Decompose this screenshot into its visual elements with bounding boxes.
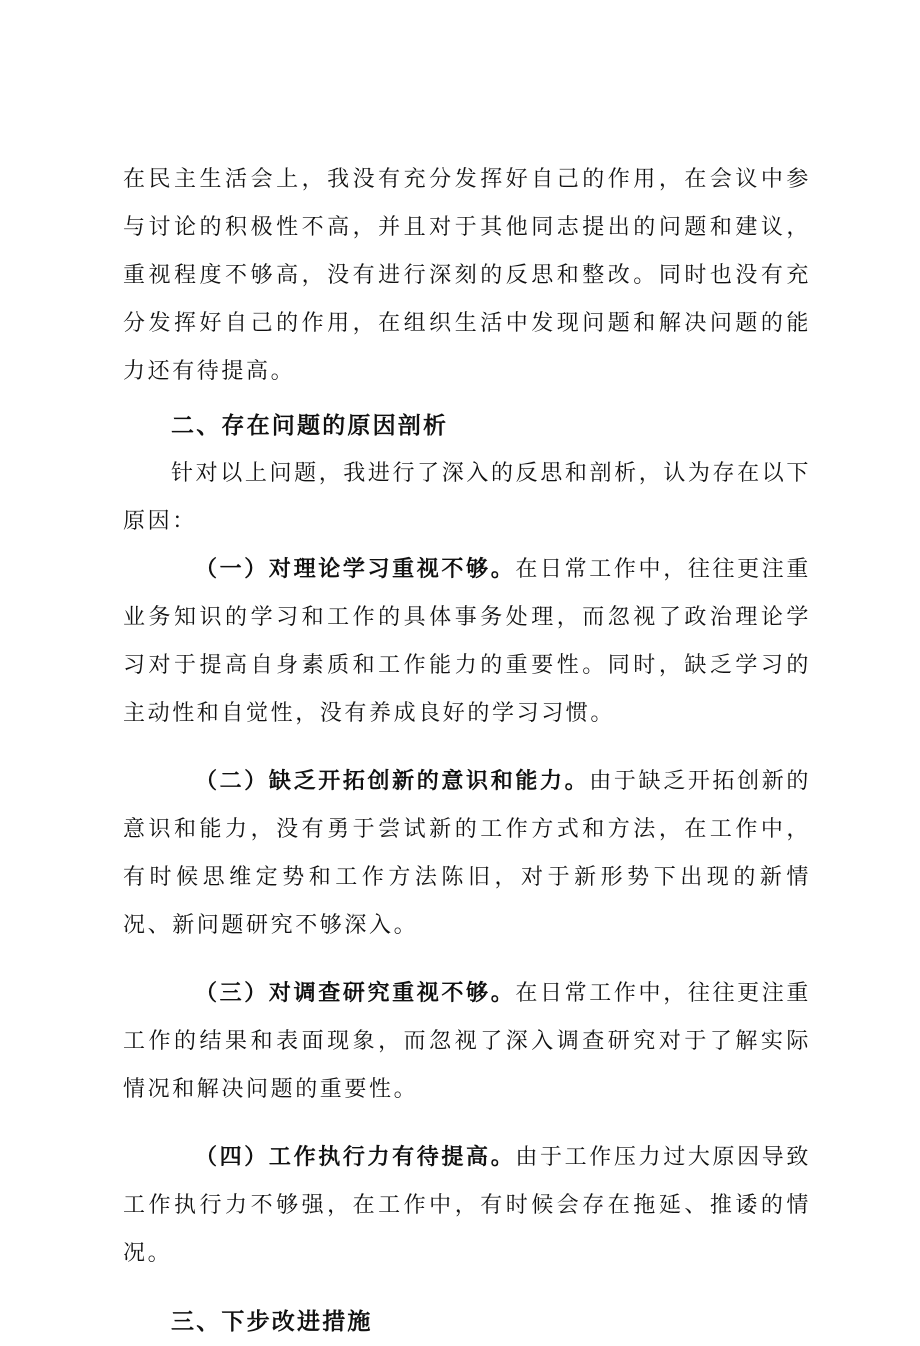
section-3-heading: 三、下步改进措施 [171, 1309, 373, 1335]
item-4-lead: （四）工作执行力有待提高。 [195, 1145, 516, 1170]
item-1-paragraph [123, 546, 811, 738]
item-3-paragraph [123, 970, 811, 1114]
item-1-text: 在日常工作中，往往更注重业务知识的学习和工作的具体事务处理，而忽视了政治理论学习对于提高自身素质和工作能力的重要性。同时，缺乏学习的主动性和自觉性，没有养成良好的学习习惯。 [123, 557, 811, 726]
item-2-lead: （二）缺乏开拓创新的意识和能力。 [195, 769, 590, 794]
item-3-text: 在日常工作中，往往更注重工作的结果和表面现象，而忽视了深入调查研究对于了解实际情况和解决问题的重要性。 [123, 981, 811, 1102]
item-1-lead: （一）对理论学习重视不够。 [195, 557, 516, 582]
section-2-heading: 二、存在问题的原因剖析 [171, 413, 449, 439]
item-2-paragraph [123, 758, 811, 950]
item-3-lead: （三）对调查研究重视不够。 [195, 981, 516, 1006]
document-body [123, 156, 811, 1346]
item-2-text: 由于缺乏开拓创新的意识和能力，没有勇于尝试新的工作方式和方法，在工作中，有时候思维定势和工作方法陈旧，对于新形势下出现的新情况、新问题研究不够深入。 [123, 769, 811, 938]
item-4-paragraph [123, 1134, 811, 1278]
intro-paragraph: 在民主生活会上，我没有充分发挥好自己的作用，在会议中参与讨论的积极性不高，并且对于其他同志提出的问题和建议，重视程度不够高，没有进行深刻的反思和整改。同时也没有充分发挥好自己的作用，在组织生活中发现问题和解决问题的能力还有待提高。 [123, 167, 811, 384]
section-2-intro: 针对以上问题，我进行了深入的反思和剖析，认为存在以下原因： [123, 461, 811, 534]
item-4-text: 由于工作压力过大原因导致工作执行力不够强，在工作中，有时候会存在拖延、推诿的情况。 [123, 1145, 811, 1266]
